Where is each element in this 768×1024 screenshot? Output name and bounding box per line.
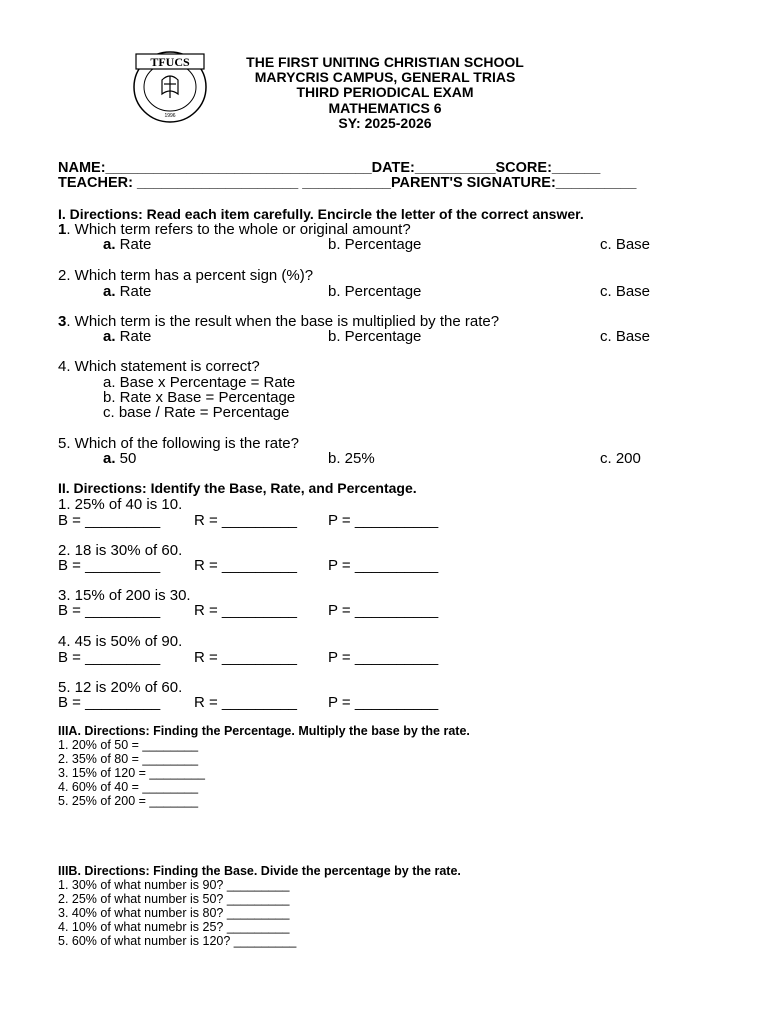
q2-option-c: c. Base: [600, 283, 651, 300]
part2-item-4: 4. 45 is 50% of 90.: [58, 633, 183, 650]
name-date-score-line: NAME:_________________________________DATE:__________SCORE:______: [58, 160, 601, 176]
q1-option-c: c. Base: [600, 236, 651, 253]
q2-question: 2. Which term has a percent sign (%)?: [58, 267, 314, 284]
part2-blank-r-2: R = _________: [194, 557, 298, 574]
q4-question: 4. Which statement is correct?: [58, 358, 260, 375]
part2-blank-r-1: R = _________: [194, 512, 298, 529]
q5-option-a: a. 50: [103, 450, 137, 467]
q5-question: 5. Which of the following is the rate?: [58, 435, 299, 452]
logo-year: 1996: [164, 113, 176, 119]
part2-blank-b-4: B = _________: [58, 649, 161, 666]
q1-option-b: b. Percentage: [328, 236, 422, 253]
school-logo: [132, 50, 208, 124]
part2-blank-r-3: R = _________: [194, 602, 298, 619]
part2-item-1: 1. 25% of 40 is 10.: [58, 496, 183, 513]
teacher-signature-line: TEACHER: ____________________ ___________PARENT'S SIGNATURE:__________: [58, 175, 637, 191]
logo-text: TFUCS: [150, 55, 190, 69]
part3b-item-3: 3. 40% of what number is 80? _________: [58, 906, 290, 920]
q5-option-c: c. 200: [600, 450, 641, 467]
part2-blank-r-4: R = _________: [194, 649, 298, 666]
part2-directions: II. Directions: Identify the Base, Rate, and Percentage.: [58, 480, 417, 496]
campus-name: MARYCRIS CAMPUS, GENERAL TRIAS: [254, 69, 516, 85]
q2-option-b: b. Percentage: [328, 283, 422, 300]
part2-blank-p-3: P = __________: [328, 602, 439, 619]
q4-option-b: b. Rate x Base = Percentage: [103, 389, 296, 406]
q1-question: 1. Which term refers to the whole or original amount?: [58, 221, 411, 238]
q2-option-a: a. Rate: [103, 283, 152, 300]
school-name: THE FIRST UNITING CHRISTIAN SCHOOL: [246, 54, 524, 70]
part3a-directions: IIIA. Directions: Finding the Percentage. Multiply the base by the rate.: [58, 724, 470, 738]
q4-option-c: c. base / Rate = Percentage: [103, 404, 290, 421]
q5-option-b: b. 25%: [328, 450, 375, 467]
q1-option-a: a. Rate: [103, 236, 152, 253]
part3b-item-5: 5. 60% of what number is 120? _________: [58, 934, 297, 948]
part3a-item-2: 2. 35% of 80 = ________: [58, 752, 199, 766]
part2-item-5: 5. 12 is 20% of 60.: [58, 679, 183, 696]
part2-blank-b-2: B = _________: [58, 557, 161, 574]
part1-directions: I. Directions: Read each item carefully. Encircle the letter of the correct answer.: [58, 206, 584, 222]
part3a-item-1: 1. 20% of 50 = ________: [58, 738, 199, 752]
school-year: SY: 2025-2026: [338, 115, 432, 131]
q3-option-b: b. Percentage: [328, 328, 422, 345]
part2-blank-p-1: P = __________: [328, 512, 439, 529]
part2-item-3: 3. 15% of 200 is 30.: [58, 587, 191, 604]
part3a-item-3: 3. 15% of 120 = ________: [58, 766, 206, 780]
part3a-item-5: 5. 25% of 200 = _______: [58, 794, 199, 808]
part2-item-2: 2. 18 is 30% of 60.: [58, 542, 183, 559]
part2-blank-p-2: P = __________: [328, 557, 439, 574]
exam-title: THIRD PERIODICAL EXAM: [296, 84, 474, 100]
part2-blank-b-3: B = _________: [58, 602, 161, 619]
part2-blank-b-5: B = _________: [58, 694, 161, 711]
q3-option-a: a. Rate: [103, 328, 152, 345]
q3-option-c: c. Base: [600, 328, 651, 345]
part3a-item-4: 4. 60% of 40 = ________: [58, 780, 199, 794]
part3b-directions: IIIB. Directions: Finding the Base. Divide the percentage by the rate.: [58, 864, 461, 878]
part2-blank-r-5: R = _________: [194, 694, 298, 711]
part2-blank-p-5: P = __________: [328, 694, 439, 711]
part2-blank-p-4: P = __________: [328, 649, 439, 666]
subject-title: MATHEMATICS 6: [328, 100, 442, 116]
q3-question: 3. Which term is the result when the base is multiplied by the rate?: [58, 313, 500, 330]
q4-option-a: a. Base x Percentage = Rate: [103, 374, 296, 391]
part2-blank-b-1: B = _________: [58, 512, 161, 529]
part3b-item-4: 4. 10% of what numebr is 25? _________: [58, 920, 290, 934]
part3b-item-2: 2. 25% of what number is 50? _________: [58, 892, 290, 906]
part3b-item-1: 1. 30% of what number is 90? _________: [58, 878, 290, 892]
